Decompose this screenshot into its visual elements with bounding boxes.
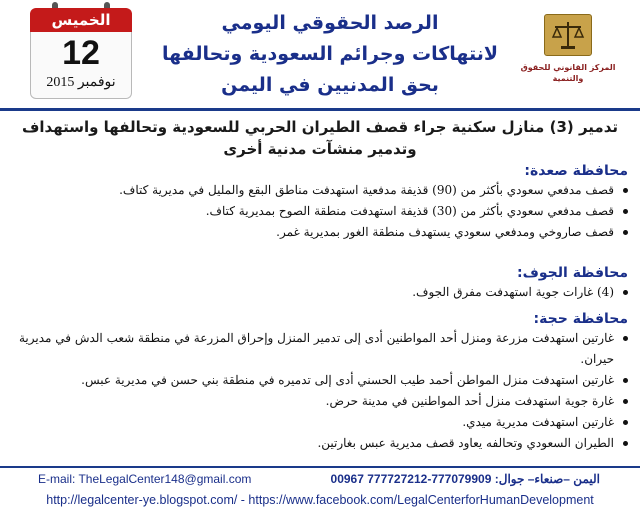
bullet-icon [623, 290, 628, 295]
list-item [12, 282, 628, 303]
calendar-weekday: الخميس [30, 8, 132, 32]
bullet-icon [623, 336, 628, 341]
list-item-text: الطيران السعودي وتحالفه يعاود قصف مديرية عبس بغارتين. [317, 436, 614, 450]
section-hajjah [12, 310, 628, 454]
organization-logo [520, 14, 616, 98]
scales-of-justice-icon [544, 14, 592, 56]
organization-name: المركز القانوني للحقوق والتنمية [520, 63, 616, 83]
title-line-2: لانتهاكات وجرائم السعودية وتحالفها [162, 43, 498, 65]
bullet-icon [623, 378, 628, 383]
list-item-text: غارة جوية استهدفت منزل أحد المواطنين في مدينة حرض. [325, 394, 614, 408]
list-item [12, 201, 628, 222]
footer-links[interactable]: http://legalcenter-ye.blogspot.com/ - https://www.facebook.com/LegalCenterforHumanDevelopment [46, 493, 594, 507]
footer-address: اليمن –صنعاء– جوال: 777079909-777727212 00967 [330, 472, 600, 486]
section-heading: محافظة حجة: [533, 311, 628, 327]
report-header [0, 0, 640, 110]
calendar-body [30, 32, 132, 99]
calendar-month-year: نوفمبر 2015 [46, 75, 116, 90]
list-item-text: غارتين استهدفت مزرعة ومنزل أحد المواطنين أدى إلى تدمير المنزل وإحراق المزرعة في منطقة شعب الدش في مديرية حيران. [19, 331, 614, 366]
section-heading: محافظة الجوف: [517, 265, 628, 281]
main-headline: تدمير (3) منازل سكنية جراء قصف الطيران الحربي للسعودية وتحالفها واستهداف وتدمير منشآت مدنية أخرى [21, 118, 618, 158]
list-item-text: غارتين استهدفت مديرية ميدي. [462, 415, 614, 429]
list-item-text: (4) غارات جوية استهدفت مفرق الجوف. [412, 285, 614, 299]
calendar-icon [30, 8, 132, 100]
list-item [12, 412, 628, 433]
report-footer [0, 466, 640, 518]
report-title [150, 8, 510, 101]
section-saada [12, 162, 628, 243]
bullet-icon [623, 441, 628, 446]
list-item [12, 180, 628, 201]
footer-contact-row [0, 469, 640, 489]
bullet-icon [623, 399, 628, 404]
list-item [12, 370, 628, 391]
list-item [12, 222, 628, 243]
title-line-1: الرصد الحقوقي اليومي [221, 12, 439, 34]
bullet-icon [623, 230, 628, 235]
list-item-text: غارتين استهدفت منزل المواطن أحمد طيب الحسني أدى إلى تدميره في منطقة بني حسن في مديرية عبس. [81, 373, 614, 387]
list-item-text: قصف صاروخي ومدفعي سعودي يستهدف منطقة الغور بمديرية غمر. [276, 225, 614, 239]
header-divider [0, 108, 640, 111]
list-item-text: قصف مدفعي سعودي بأكثر من (90) قذيفة مدفعية استهدفت مناطق البقع والمليل في مديرية كتاف. [119, 183, 614, 197]
list-item [12, 391, 628, 412]
bullet-icon [623, 188, 628, 193]
footer-divider [0, 466, 640, 468]
section-heading: محافظة صعدة: [524, 163, 628, 179]
list-item [12, 328, 628, 370]
bullet-icon [623, 209, 628, 214]
list-item [12, 433, 628, 454]
bullet-icon [623, 420, 628, 425]
list-item-text: قصف مدفعي سعودي بأكثر من (30) قذيفة استهدفت منطقة الصوح بمديرية كتاف. [205, 204, 614, 218]
section-jawf [12, 264, 628, 303]
title-line-3: بحق المدنيين في اليمن [221, 74, 439, 96]
calendar-day: 12 [62, 34, 100, 72]
footer-email[interactable]: E-mail: TheLegalCenter148@gmail.com [38, 472, 252, 486]
